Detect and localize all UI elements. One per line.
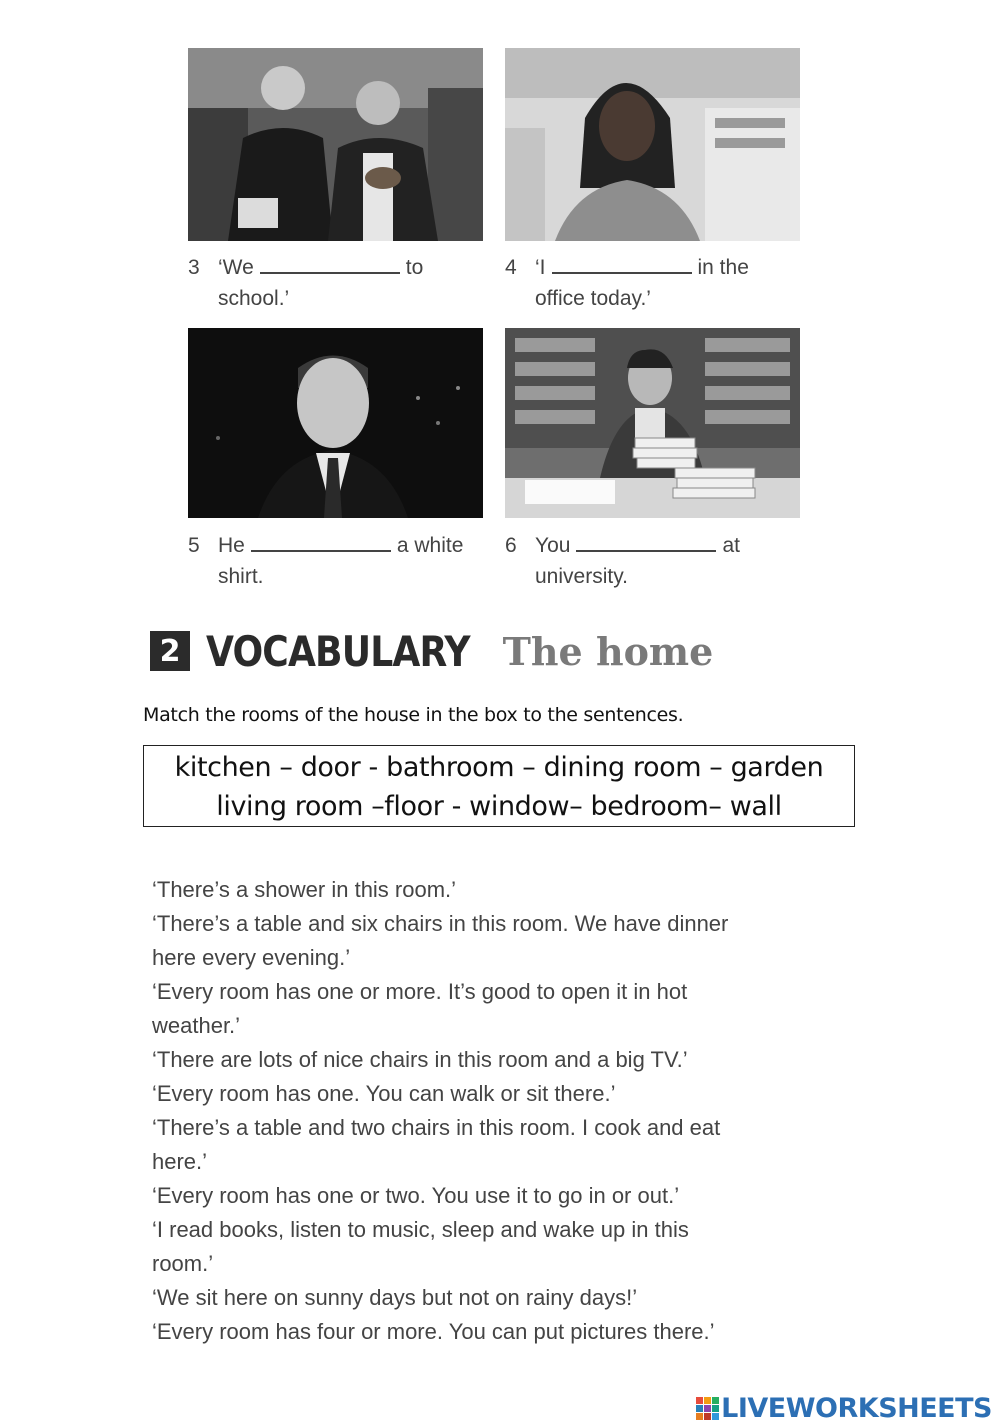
sentence-line: ‘There are lots of nice chairs in this room and a big TV.’ (152, 1047, 688, 1072)
sentence-list (152, 873, 832, 1349)
caption-4: 4 ‘I in the office today.’ (505, 252, 805, 314)
sentence-line: ‘We sit here on sunny days but not on rainy days!’ (152, 1285, 638, 1310)
caption-number: 5 (188, 534, 200, 557)
sentence-line: here every evening.’ (152, 945, 351, 970)
photo-man-suit (188, 328, 483, 518)
answer-blank[interactable] (552, 254, 692, 274)
section-number: 2 (150, 631, 190, 671)
photo-woman-office (505, 48, 800, 241)
sentence-line: ‘There’s a shower in this room.’ (152, 877, 457, 902)
sentence-line: room.’ (152, 1251, 214, 1276)
instruction-text: Match the rooms of the house in the box to the sentences. (143, 704, 684, 726)
word-box-line-1: kitchen – door - bathroom – dining room – garden (174, 752, 824, 783)
caption-6: 6 You at university. (505, 530, 805, 592)
brand-name: LIVEWORKSHEETS (721, 1393, 992, 1424)
sentence-line: here.’ (152, 1149, 208, 1174)
caption-number: 6 (505, 534, 517, 557)
sentence-line: ‘There’s a table and two chairs in this room. I cook and eat (152, 1115, 721, 1140)
caption-3: 3 ‘We to school.’ (188, 252, 488, 314)
sentence-line: ‘Every room has one or more. It’s good to open it in hot (152, 979, 688, 1004)
caption-number: 4 (505, 256, 517, 279)
sentence-line: weather.’ (152, 1013, 241, 1038)
section-heading (150, 626, 713, 676)
photo-students (188, 48, 483, 241)
answer-blank[interactable] (260, 254, 400, 274)
caption-5: 5 He a white shirt. (188, 530, 488, 592)
photo-student-library (505, 328, 800, 518)
sentence-line: ‘There’s a table and six chairs in this room. We have dinner (152, 911, 729, 936)
sentence-line: ‘Every room has four or more. You can put pictures there.’ (152, 1319, 715, 1344)
answer-blank[interactable] (251, 532, 391, 552)
sentence-line: ‘Every room has one. You can walk or sit there.’ (152, 1081, 616, 1106)
liveworksheets-logo[interactable] (696, 1393, 992, 1424)
section-subtitle: The home (502, 628, 714, 674)
logo-grid-icon (696, 1397, 719, 1420)
sentence-line: ‘I read books, listen to music, sleep and wake up in this (152, 1217, 689, 1242)
caption-number: 3 (188, 256, 200, 279)
word-box (143, 745, 855, 827)
word-box-line-2: living room –floor - window– bedroom– wall (216, 791, 782, 822)
answer-blank[interactable] (576, 532, 716, 552)
section-title: VOCABULARY (206, 626, 470, 676)
sentence-line: ‘Every room has one or two. You use it to go in or out.’ (152, 1183, 680, 1208)
